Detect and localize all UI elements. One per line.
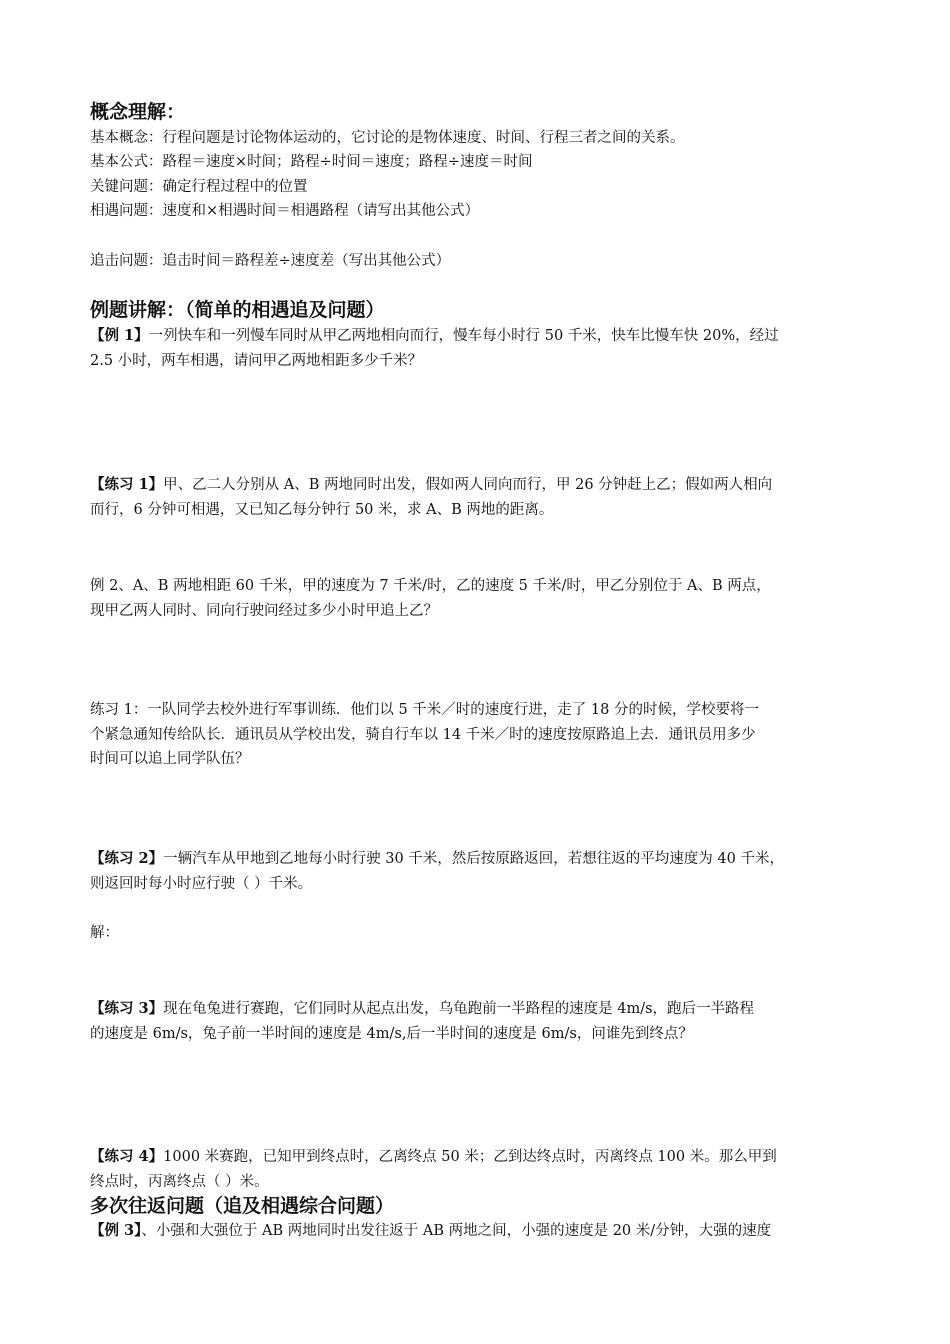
example-1-line-2: 2.5 小时，两车相遇，请问甲乙两地相距多少千米？ bbox=[90, 353, 423, 369]
practice-1b-line-1: 练习 1：一队同学去校外进行军事训练．他们以 5 千米／时的速度行进，走了 18 分的时候，学校要将一 bbox=[90, 702, 759, 718]
practice-2-text: 一辆汽车从甲地到乙地每小时行驶 30 千米，然后按原路返回，若想往返的平均速度为 40 千米， bbox=[163, 851, 784, 867]
practice-3-line-1 bbox=[90, 996, 754, 1022]
example-3-text: 、小强和大强位于 AB 两地同时出发往返于 AB 两地之间，小强的速度是 20 米/分钟，大强的速度 bbox=[141, 1223, 772, 1239]
practice-2-line-2: 则返回时每小时应行驶（ ）千米。 bbox=[90, 876, 313, 892]
concept-line-chase-problem: 追击问题：追击时间＝路程差÷速度差（写出其他公式） bbox=[90, 253, 451, 269]
concept-line-key-problem: 关键问题：确定行程过程中的位置 bbox=[90, 179, 308, 195]
practice-1-line-1 bbox=[90, 472, 772, 498]
practice-3-line-2: 的速度是 6m/s，兔子前一半时间的速度是 4m/s,后一半时间的速度是 6m/s，问谁先到终点？ bbox=[90, 1026, 693, 1042]
practice-3-tag: 【练习 3】 bbox=[90, 1000, 164, 1017]
practice-4-text: 1000 米赛跑，已知甲到终点时，乙离终点 50 米；乙到达终点时，丙离终点 100 米。那么甲到 bbox=[163, 1149, 777, 1165]
concept-line-basic-formula: 基本公式：路程＝速度×时间；路程÷时间＝速度；路程÷速度＝时间 bbox=[90, 154, 533, 170]
practice-1-text: 甲、乙二人分别从 A、B 两地同时出发，假如两人同向而行，甲 26 分钟赶上乙；假如两人相向 bbox=[163, 477, 773, 493]
practice-4-line-2: 终点时，丙离终点（ ）米。 bbox=[90, 1174, 269, 1190]
example-3-line-1 bbox=[90, 1218, 771, 1244]
practice-4-tag: 【练习 4】 bbox=[90, 1148, 164, 1165]
practice-1-tag: 【练习 1】 bbox=[90, 476, 164, 493]
example-1-text: 一列快车和一列慢车同时从甲乙两地相向而行，慢车每小时行 50 千米，快车比慢车快 20%，经过 bbox=[148, 328, 779, 344]
example-1-tag: 【例 1】 bbox=[90, 327, 149, 344]
practice-1b-line-3: 时间可以追上同学队伍？ bbox=[90, 751, 250, 767]
concept-line-meeting-problem: 相遇问题：速度和×相遇时间＝相遇路程（请写出其他公式） bbox=[90, 203, 480, 219]
concept-line-basic-concept: 基本概念：行程问题是讨论物体运动的，它讨论的是物体速度、时间、行程三者之间的关系。 bbox=[90, 130, 685, 146]
practice-1-line-2: 而行，6 分钟可相遇，又已知乙每分钟行 50 米，求 A、B 两地的距离。 bbox=[90, 502, 554, 518]
practice-4-line-1 bbox=[90, 1144, 777, 1170]
practice-2-tag: 【练习 2】 bbox=[90, 850, 164, 867]
example-2-line-2: 现甲乙两人同时、同向行驶问经过多少小时甲追上乙？ bbox=[90, 603, 438, 619]
examples-heading: 例题讲解：（简单的相遇追及问题） bbox=[90, 299, 385, 321]
practice-2-answer-label: 解： bbox=[90, 925, 119, 941]
multi-trip-heading: 多次往返问题（追及相遇综合问题） bbox=[90, 1195, 395, 1217]
practice-3-text: 现在龟兔进行赛跑，它们同时从起点出发，乌龟跑前一半路程的速度是 4m/s，跑后一半路程 bbox=[163, 1001, 755, 1017]
example-2-line-1: 例 2、A、B 两地相距 60 千米，甲的速度为 7 千米/时，乙的速度 5 千米/时，甲乙分别位于 A、B 两点， bbox=[90, 578, 771, 594]
practice-2-line-1 bbox=[90, 846, 784, 872]
example-1-line-1 bbox=[90, 323, 779, 349]
concept-heading: 概念理解： bbox=[90, 101, 186, 123]
example-3-tag: 【例 3】 bbox=[90, 1222, 142, 1239]
practice-1b-line-2: 个紧急通知传给队长．通讯员从学校出发，骑自行车以 14 千米／时的速度按原路追上去．通讯员用多少 bbox=[90, 727, 756, 743]
